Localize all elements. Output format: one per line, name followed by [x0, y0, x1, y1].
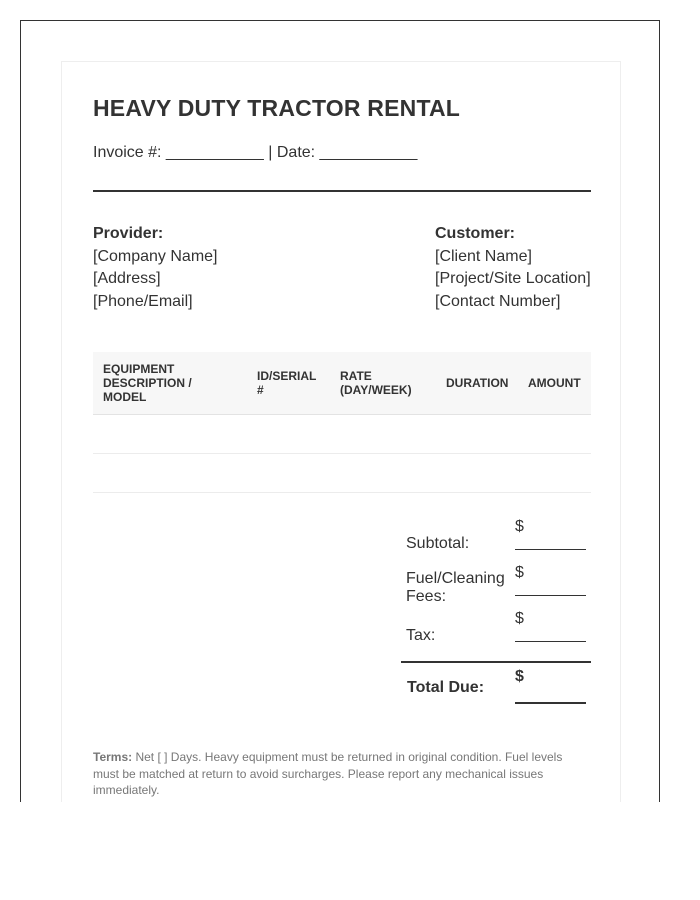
column-header-equipment: EQUIPMENT DESCRIPTION / MODEL: [103, 362, 192, 404]
subtotal-row: [401, 514, 591, 560]
total-divider: [401, 661, 591, 663]
total-due-row: [401, 664, 591, 710]
column-header-amount: AMOUNT: [528, 376, 581, 390]
tax-blank-line: [515, 641, 586, 642]
invoice-number-date: Invoice #: ___________ | Date: ___________: [93, 144, 418, 161]
customer-block: [435, 223, 591, 313]
subtotal-blank-line: [515, 549, 586, 550]
column-header-id-serial: ID/SERIAL #: [257, 369, 317, 397]
page-frame: [20, 20, 660, 802]
header-divider: [93, 190, 591, 192]
tax-currency: $: [515, 610, 524, 627]
fees-row: [401, 560, 591, 606]
invoice-sheet: [61, 61, 621, 802]
tax-label: Tax:: [406, 627, 436, 644]
customer-contact-number: [Contact Number]: [435, 292, 561, 310]
terms-note: [93, 749, 591, 799]
provider-block: [93, 223, 218, 313]
column-header-rate: RATE (DAY/WEEK): [340, 369, 412, 397]
customer-client-name: [Client Name]: [435, 247, 532, 265]
subtotal-label: Subtotal:: [406, 535, 470, 552]
terms-text: Net [ ] Days. Heavy equipment must be returned in original condition. Fuel levels must be matched at return to avoid surcharges. Please report any mechanical issues immediately.: [93, 750, 563, 797]
document-title: HEAVY DUTY TRACTOR RENTAL: [93, 95, 461, 121]
totals-block: [401, 514, 591, 696]
provider-address: [Address]: [93, 270, 161, 287]
terms-label: Terms:: [93, 750, 133, 764]
total-due-blank-line: [515, 702, 586, 704]
total-due-label: Total Due:: [407, 679, 485, 696]
column-header-duration: DURATION: [446, 376, 509, 390]
equipment-table: [93, 352, 591, 493]
provider-company-name: [Company Name]: [93, 247, 218, 265]
fees-blank-line: [515, 595, 586, 596]
tax-row: [401, 606, 591, 652]
fees-currency: $: [515, 564, 524, 581]
table-row: [93, 454, 591, 493]
total-due-currency: $: [515, 668, 524, 685]
table-header-row: [93, 352, 591, 415]
fees-label: Fuel/Cleaning Fees:: [406, 570, 505, 605]
customer-site-location: [Project/Site Location]: [435, 270, 591, 287]
provider-phone-email: [Phone/Email]: [93, 292, 193, 310]
table-row: [93, 415, 591, 454]
provider-heading: Provider:: [93, 225, 164, 242]
customer-heading: Customer:: [435, 225, 516, 242]
subtotal-currency: $: [515, 518, 524, 535]
